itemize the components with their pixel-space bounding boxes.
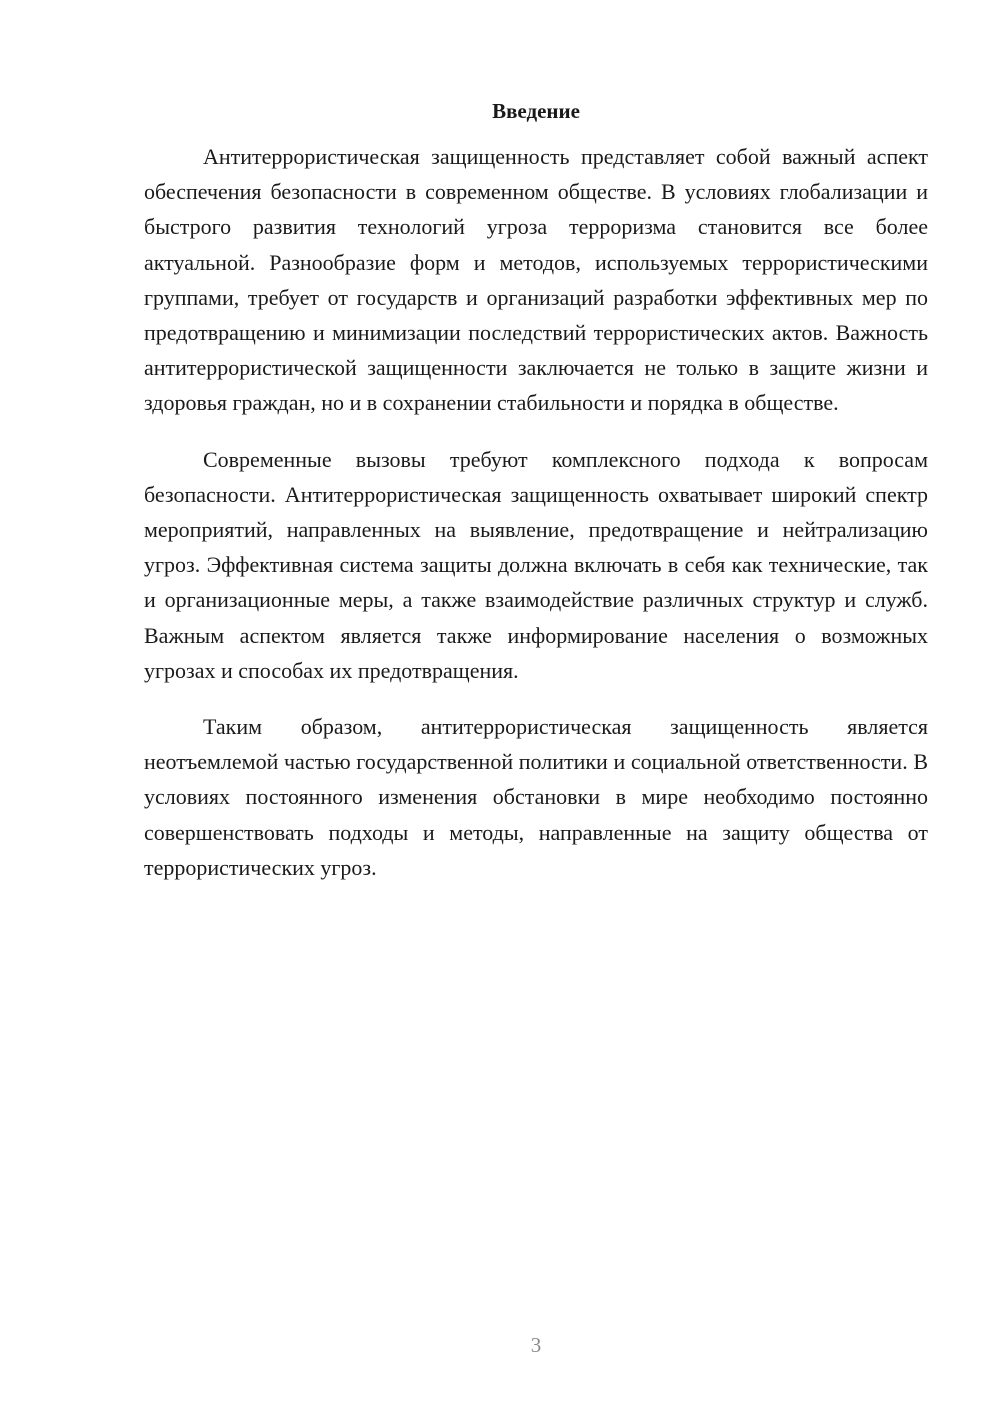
paragraph-2: Современные вызовы требуют комплексного подхода к вопросам безопасности. Антитеррористическая защищенность охватывает широкий спектр мероприятий, направленных на выявление, предотвращение и нейтрализацию угроз. Эффективная система защиты должна включать в себя как технические, так и организационные меры, а также взаимодействие различных структур и служб. Важным аспектом является также информирование населения о возможных угрозах и способах их предотвращения. xyxy=(144,446,928,683)
page-number: 3 xyxy=(530,1333,542,1357)
paragraph-1: Антитеррористическая защищенность представляет собой важный аспект обеспечения безопасности в современном обществе. В условиях глобализации и быстрого развития технологий угроза терроризма становится все более актуальной. Разнообразие форм и методов, используемых террористическими группами, требует от государств и организаций разработки эффективных мер по предотвращению и минимизации последствий террористических актов. Важность антитеррористической защищенности заключается не только в защите жизни и здоровья граждан, но и в сохранении стабильности и порядка в обществе. xyxy=(144,144,928,416)
page-content xyxy=(144,95,928,885)
section-heading: Введение xyxy=(492,99,580,123)
paragraph-3: Таким образом, антитеррористическая защищенность является неотъемлемой частью государственной политики и социальной ответственности. В условиях постоянного изменения обстановки в мире необходимо постоянно совершенствовать подходы и методы, направленные на защиту общества от террористических угроз. xyxy=(144,714,928,880)
